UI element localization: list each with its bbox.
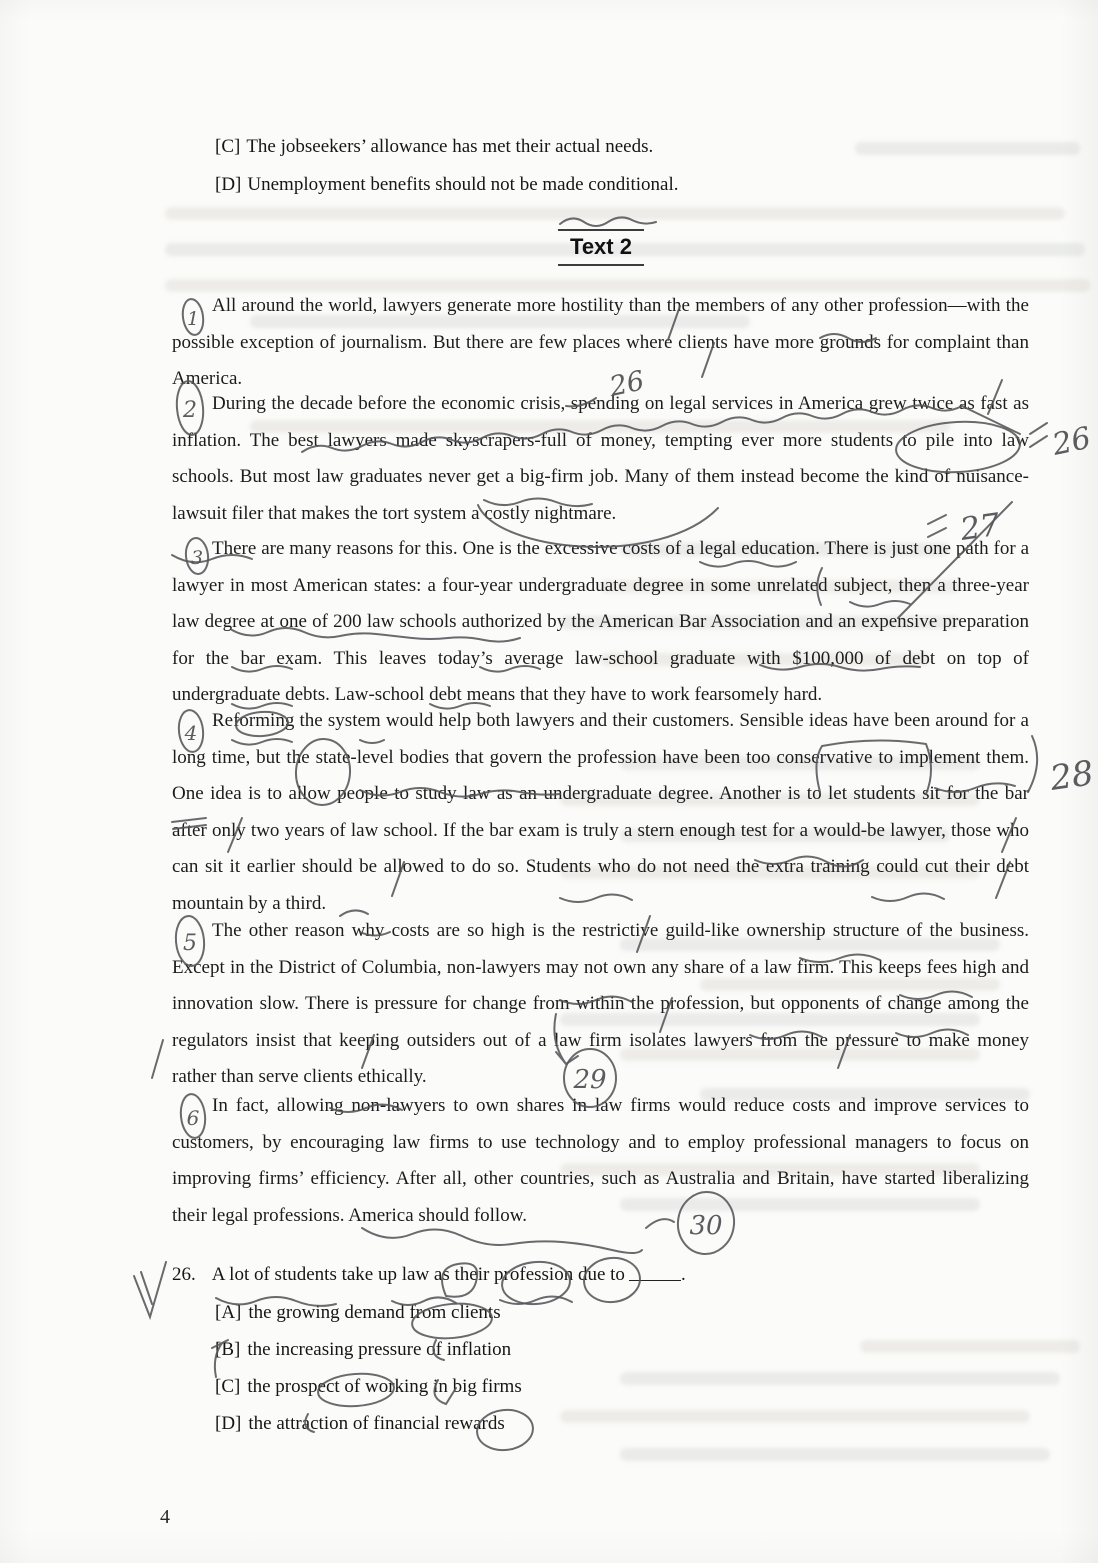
passage-paragraph-5: The other reason why costs are so high is the restrictive guild-like ownership structure of the business. Except in the District of Columbia, non-lawyers may not own any share of a law firm. This keeps fees high and innovation slow. There is pressure for change from within the profession, but opponents of change among the regulators insist that keeping outsiders out of a law firm isolates lawyers from the pressure to make money rather than serve clients ethically. — [172, 920, 1029, 1087]
passage-paragraph-2: During the decade before the economic crisis, spending on legal services in America grew twice as fast as inflation. The best lawyers made skyscrapers-full of money, tempting ever more students to pile into law schools. But most law graduates never get a big-firm job. Many of them instead become the kind of nuisance-lawsuit filer that makes the tort system a costly nightmare. — [172, 393, 1029, 524]
svg-text:29: 29 — [573, 1065, 607, 1095]
question-26-option-c — [215, 1376, 522, 1398]
checkmark-annotation — [134, 1262, 166, 1317]
checkmark-annotation — [141, 1272, 152, 1304]
pen-slash — [152, 1040, 163, 1078]
pen-squiggle — [500, 1296, 572, 1304]
svg-text:3: 3 — [190, 547, 204, 569]
question-period: . — [680, 1264, 686, 1285]
option-text: the growing demand from clients — [248, 1302, 501, 1323]
page-number: 4 — [160, 1506, 170, 1528]
bleed-through-smudge — [855, 142, 1080, 155]
option-label: [D] — [215, 174, 242, 195]
option-text: The jobseekers’ allowance has met their actual needs. — [246, 136, 654, 157]
svg-text:6: 6 — [186, 1106, 200, 1130]
bleed-through-smudge — [560, 1410, 1030, 1423]
section-title: Text 2 — [558, 229, 644, 266]
prev-question-option-d — [215, 174, 679, 196]
answer-blank — [629, 1280, 681, 1281]
passage-paragraph-4: Reforming the system would help both lawyers and their customers. Sensible ideas have been around for a long time, but the state-level bodies that govern the profession have been too conservative to implement them. One idea is to allow people to study law as an undergraduate degree. Another is to let students sit for the bar after only two years of law school. If the bar exam is truly a stern enough test for a would-be lawyer, those who can sit it earlier should be allowed to do so. Students who do not need the extra training could cut their debt mountain by a third. — [172, 710, 1029, 914]
option-text: Unemployment benefits should not be made conditional. — [247, 174, 679, 195]
question-26-stem — [172, 1264, 686, 1286]
bleed-through-smudge — [860, 1340, 1080, 1353]
option-label: [C] — [215, 136, 241, 157]
svg-text:27: 27 — [958, 506, 1003, 548]
option-label: [D] — [215, 1413, 242, 1434]
question-stem-text: A lot of students take up law as their profession due to — [211, 1264, 625, 1285]
svg-text:26: 26 — [1049, 420, 1095, 463]
question-number: 26. — [172, 1264, 196, 1285]
bleed-through-smudge — [165, 207, 1065, 220]
scan-artifact — [268, 0, 432, 11]
passage-paragraph-3: There are many reasons for this. One is the excessive costs of a legal education. There is just one path for a lawyer in most American states: a four-year undergraduate degree in some unrelated subject, then a three-year law degree at one of 200 law schools authorized by the American Bar Association and an expensive preparation for the bar exam. This leaves today’s average law-school graduate with $100,000 of debt on top of undergraduate debts. Law-school debt means that they have to work fearsomely hard. — [172, 538, 1029, 705]
question-26-option-b — [215, 1339, 511, 1361]
bleed-through-smudge — [620, 1372, 1060, 1385]
option-text: the increasing pressure of inflation — [247, 1339, 512, 1360]
prev-question-option-c — [215, 136, 653, 158]
bleed-through-smudge — [620, 1448, 1050, 1461]
svg-text:5: 5 — [183, 931, 197, 956]
option-label: [B] — [215, 1339, 241, 1360]
passage-paragraph-1: All around the world, lawyers generate more hostility than the members of any other profession—with the possible exception of journalism. But there are few places where clients have more grounds for complaint than America. — [172, 295, 1029, 389]
option-text: the prospect of working in big firms — [247, 1376, 522, 1397]
question-26-option-d — [215, 1413, 505, 1435]
svg-text:28: 28 — [1047, 753, 1097, 799]
svg-text:26: 26 — [607, 365, 648, 403]
svg-text:4: 4 — [184, 721, 198, 745]
option-text: the attraction of financial rewards — [248, 1413, 505, 1434]
margin-note-28 — [1028, 736, 1096, 799]
margin-note-26 — [1030, 421, 1094, 463]
svg-text:30: 30 — [689, 1211, 723, 1241]
passage-paragraph-6: In fact, allowing non-lawyers to own shares in law firms would reduce costs and improve services to customers, by encouraging law firms to use technology and to employ professional managers to focus on improving firms’ efficiency. After all, other countries, such as Australia and Britain, have started liberalizing their legal professions. America should follow. — [172, 1095, 1029, 1226]
svg-text:2: 2 — [183, 398, 197, 423]
option-label: [A] — [215, 1302, 242, 1323]
question-26-option-a — [215, 1302, 501, 1324]
svg-text:1: 1 — [186, 308, 200, 330]
option-label: [C] — [215, 1376, 241, 1397]
scan-artifact — [1036, 0, 1098, 15]
